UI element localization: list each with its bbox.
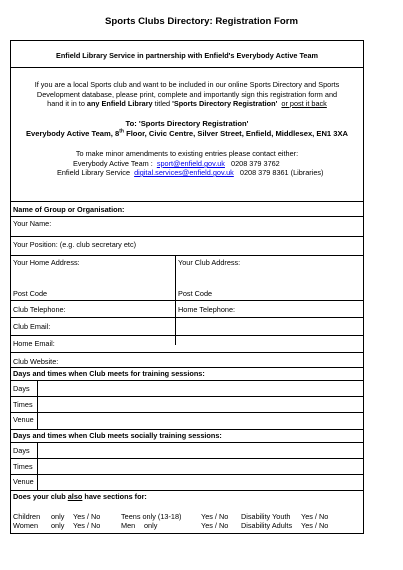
contact-name: Everybody Active Team : (73, 159, 153, 168)
training-times-label: Times (13, 400, 33, 409)
post-back-link[interactable]: or post it back (281, 99, 327, 108)
sections-heading-also: also (67, 492, 83, 501)
training-days-label: Days (13, 384, 30, 393)
divider (11, 396, 363, 397)
group-name-label: Name of Group or Organisation: (13, 205, 125, 214)
page-title: Sports Clubs Directory: Registration Form (105, 16, 298, 27)
club-website-field[interactable]: Club Website: (13, 357, 59, 366)
divider (11, 67, 363, 68)
intro-registration-title: 'Sports Directory Registration' (172, 99, 278, 108)
children-only: only (51, 512, 65, 521)
home-post-code-field[interactable]: Post Code (13, 289, 48, 298)
club-email-field[interactable]: Club Email: (13, 322, 51, 331)
contact-name: Enfield Library Service (57, 168, 131, 177)
your-name-field[interactable]: Your Name: (13, 219, 52, 228)
divider (11, 367, 363, 368)
men-label: Men (121, 521, 136, 530)
intro-line-1: If you are a local Sports club and want to be included in our online Sports Directory and Sports (34, 80, 340, 89)
sections-heading (13, 492, 147, 501)
men-only: only (144, 521, 158, 530)
divider (11, 201, 363, 202)
divider (11, 442, 363, 443)
divider (11, 380, 363, 381)
intro-text: titled (152, 99, 173, 108)
disability-adults-yes-no[interactable]: Yes / No (301, 521, 329, 530)
training-heading: Days and times when Club meets for training sessions: (13, 369, 205, 378)
divider (11, 490, 363, 491)
women-only: only (51, 521, 65, 530)
intro-library: any Enfield Library (86, 99, 153, 108)
divider (11, 335, 363, 336)
divider (11, 300, 363, 301)
divider (11, 429, 363, 430)
home-telephone-field[interactable]: Home Telephone: (178, 305, 236, 314)
divider (11, 352, 363, 353)
intro-line-3 (11, 99, 363, 108)
address-part: Floor, Civic Centre, Silver Street, Enfield, Middlesex, EN1 3XA (123, 129, 349, 138)
address-part: Everybody Active Team, 8 (25, 129, 120, 138)
registration-form (10, 40, 364, 534)
disability-adults-label: Disability Adults (241, 521, 293, 530)
intro-line-2: Development database, please print, complete and importantly sign this registration form and (36, 90, 338, 99)
divider (11, 255, 363, 256)
club-post-code-field[interactable]: Post Code (178, 289, 213, 298)
social-heading: Days and times when Club meets socially training sessions: (13, 431, 222, 440)
social-times-label: Times (13, 462, 33, 471)
social-days-label: Days (13, 446, 30, 455)
disability-youth-yes-no[interactable]: Yes / No (301, 512, 329, 521)
intro-text: hand it in to (47, 99, 87, 108)
home-address-field[interactable]: Your Home Address: (13, 258, 80, 267)
your-position-field[interactable]: Your Position: (e.g. club secretary etc) (13, 240, 137, 249)
divider (11, 412, 363, 413)
home-email-field[interactable]: Home Email: (13, 339, 55, 348)
club-address-field[interactable]: Your Club Address: (178, 258, 241, 267)
divider (11, 458, 363, 459)
women-label: Women (13, 521, 39, 530)
disability-youth-label: Disability Youth (241, 512, 291, 521)
address-to: To: 'Sports Directory Registration' (125, 119, 249, 128)
divider (11, 474, 363, 475)
divider (11, 317, 363, 318)
divider (11, 216, 363, 217)
men-yes-no[interactable]: Yes / No (201, 521, 229, 530)
sections-heading-text: Does your club (13, 492, 68, 501)
sport-email-link[interactable]: sport@enfield.gov.uk (156, 159, 225, 168)
teens-yes-no[interactable]: Yes / No (201, 512, 229, 521)
divider (11, 236, 363, 237)
teens-label: Teens only (13-18) (121, 512, 182, 521)
sections-heading-text: have sections for: (82, 492, 147, 501)
contact-row-1 (73, 159, 280, 168)
training-venue-label: Venue (13, 415, 34, 424)
contact-phone: 0208 379 8361 (Libraries) (239, 168, 324, 177)
library-email-link[interactable]: digital.services@enfield.gov.uk (134, 168, 234, 177)
column-divider (37, 442, 38, 490)
children-yes-no[interactable]: Yes / No (73, 512, 101, 521)
partnership-banner: Enfield Library Service in partnership with Enfield's Everybody Active Team (55, 51, 319, 60)
children-label: Children (13, 512, 41, 521)
contact-row-2 (57, 168, 324, 177)
address-superscript: th (119, 128, 124, 135)
postal-address (11, 129, 363, 138)
contact-intro: To make minor amendments to existing entries please contact either: (75, 149, 299, 158)
women-yes-no[interactable]: Yes / No (73, 521, 101, 530)
club-telephone-field[interactable]: Club Telephone: (13, 305, 66, 314)
contact-phone: 0208 379 3762 (231, 159, 280, 168)
column-divider (37, 380, 38, 429)
social-venue-label: Venue (13, 477, 34, 486)
